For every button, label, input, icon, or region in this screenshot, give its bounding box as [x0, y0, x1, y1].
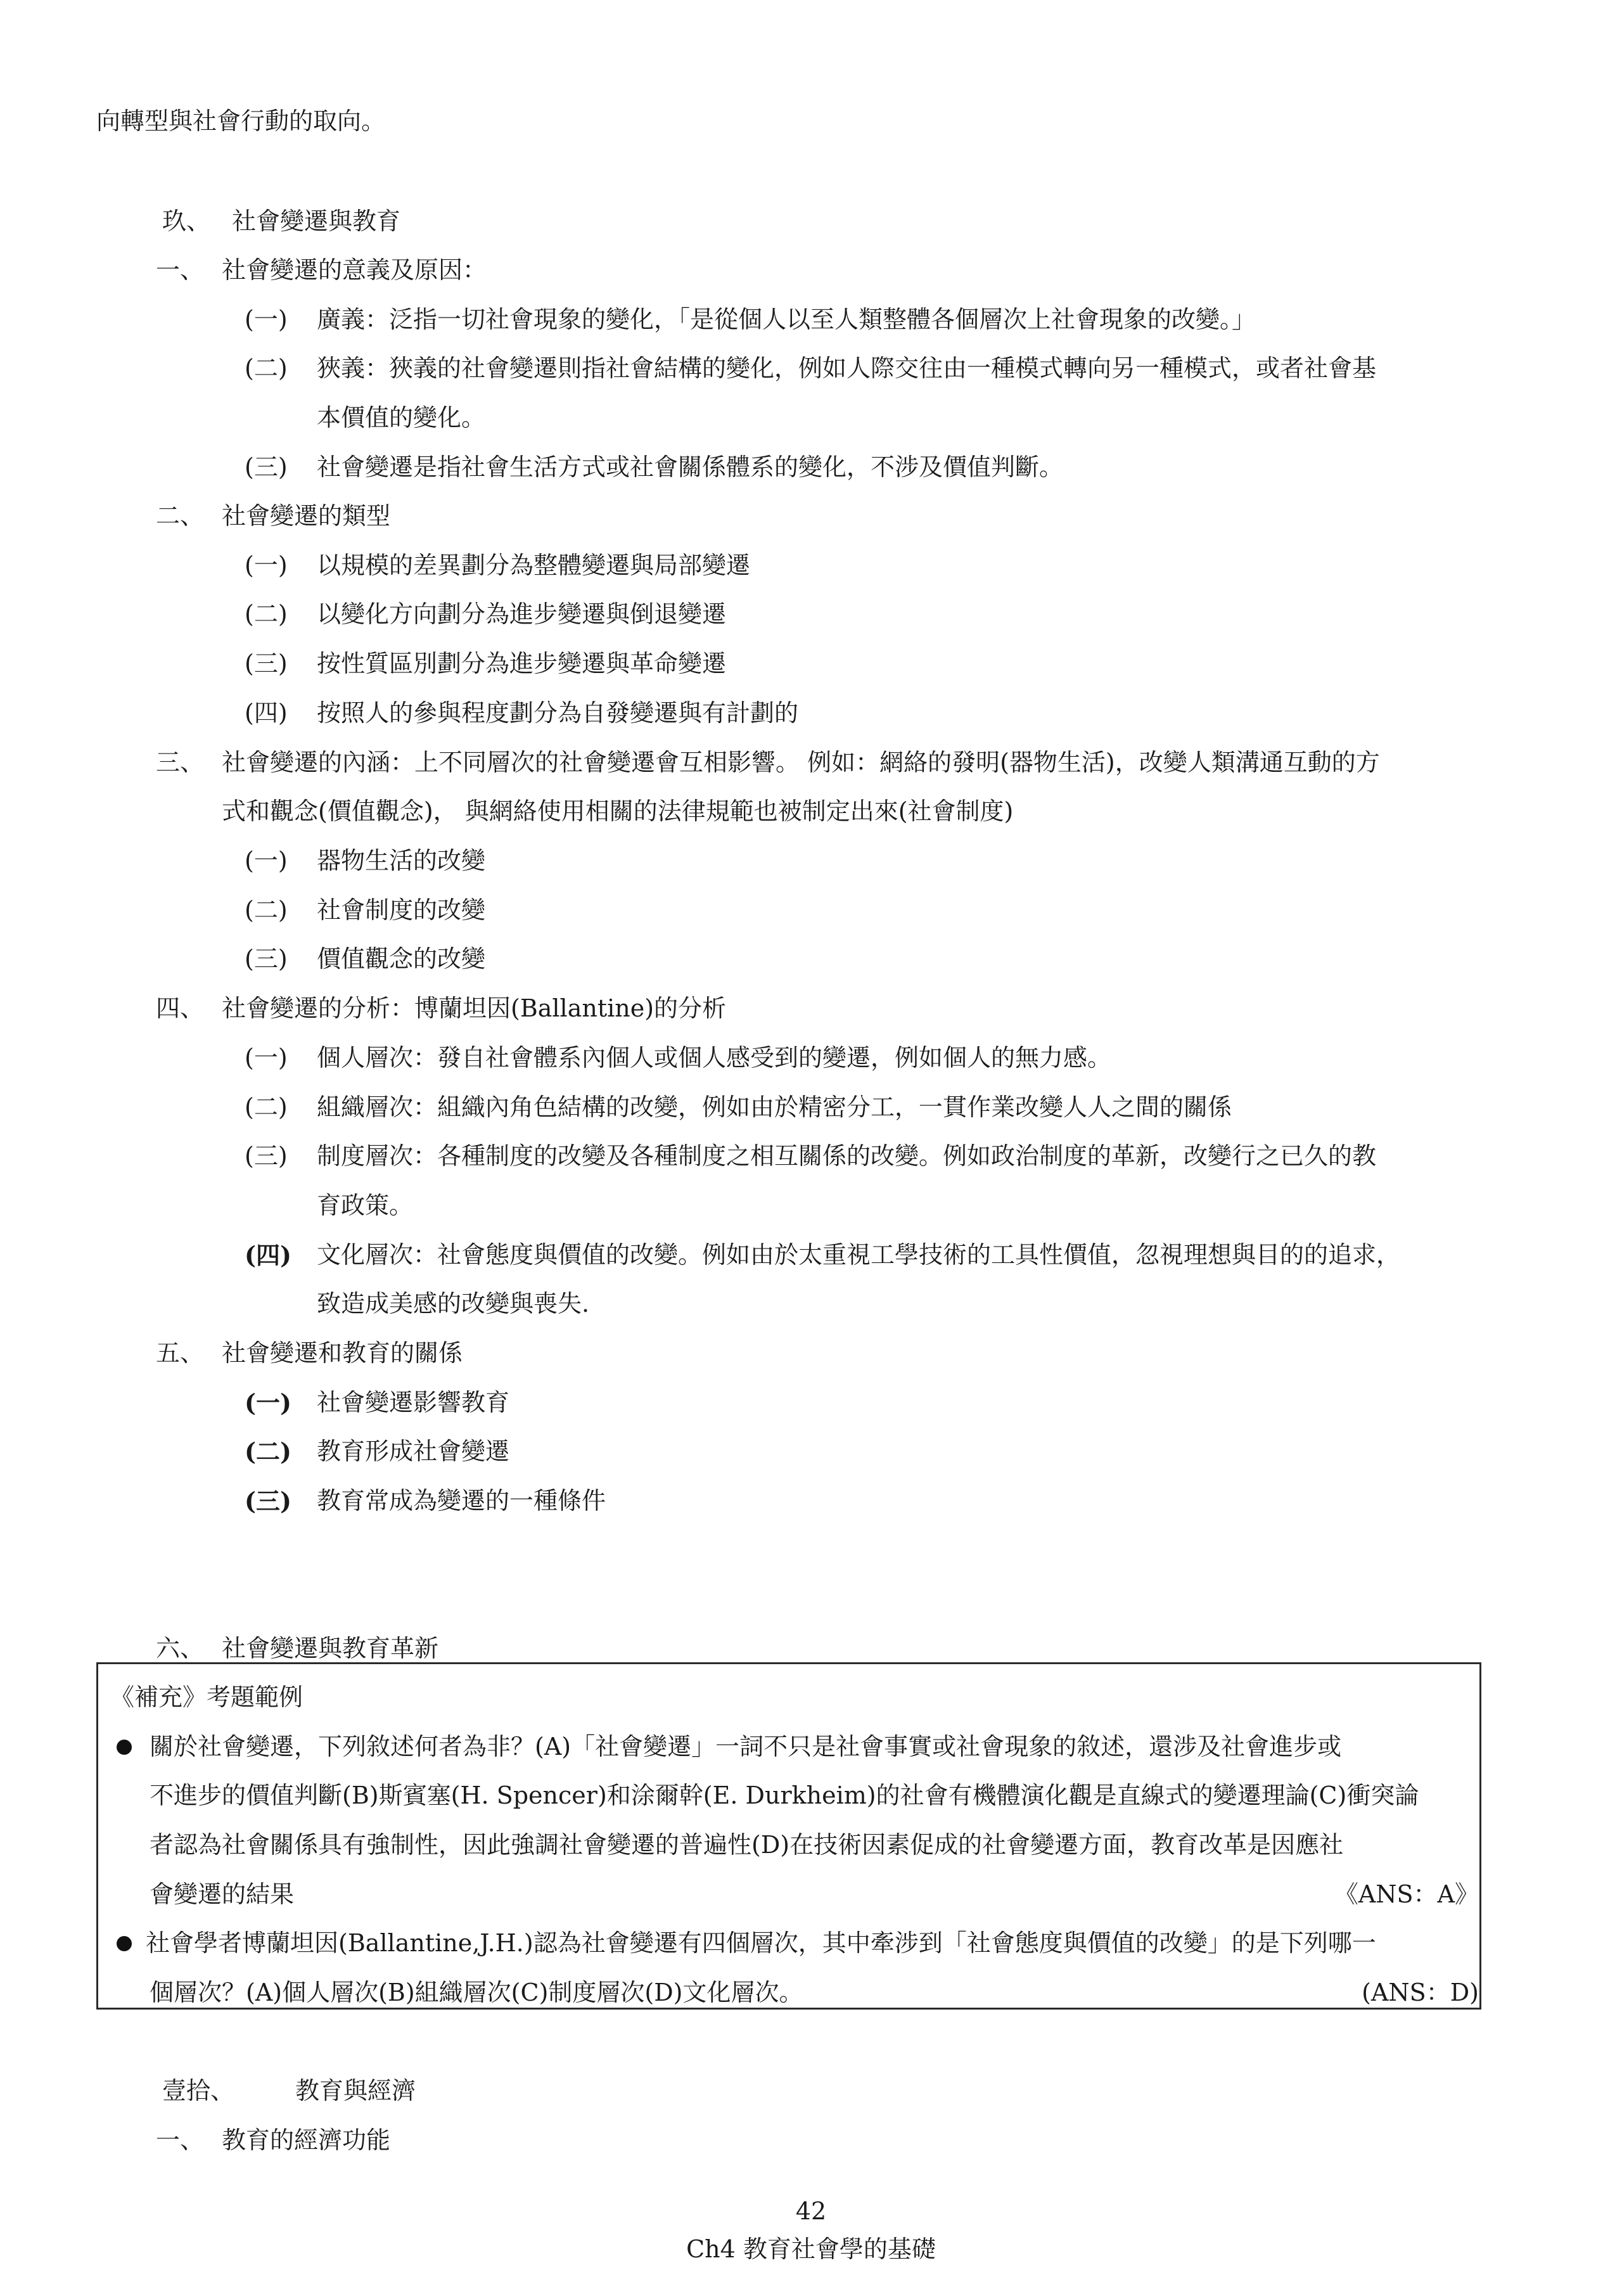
item-5-sub-3-text: 教育常成為變遷的一種條件	[317, 1487, 606, 1515]
item-3-sub-3-number: (三)	[245, 945, 288, 973]
item-1-sub-3-number: (三)	[245, 453, 288, 481]
item-2-sub-2-number: (二)	[245, 600, 288, 628]
section-9-number: 玖、	[162, 207, 211, 235]
item-4-sub-4-text: 文化層次：社會態度與價值的改變。例如由於太重視工學技術的工具性價值，忽視理想與目的的追求，	[317, 1241, 1401, 1269]
question-2-line-2: 個層次？(A)個人層次(B)組織層次(C)制度層次(D)文化層次。	[150, 1979, 803, 2006]
bullet-icon	[117, 1936, 132, 1951]
item-5-sub-2-number: (二)	[245, 1437, 291, 1466]
item-1-number: 一、	[156, 256, 205, 284]
item-4-sub-1-text: 個人層次：發自社會體系內個人或個人感受到的變遷，例如個人的無力感。	[317, 1044, 1112, 1072]
question-1-answer: 《ANS：A》	[1334, 1880, 1479, 1908]
item-4-number: 四、	[156, 994, 205, 1022]
item-2-sub-1-number: (一)	[245, 551, 288, 579]
item-1-sub-2-text-cont: 本價值的變化。	[317, 404, 486, 432]
question-1-line-1: 關於社會變遷，下列敘述何者為非？(A)「社會變遷」一詞不只是社會事實或社會現象的敘述，還涉及社會進步或	[150, 1733, 1342, 1760]
item-4-sub-2-number: (二)	[245, 1093, 288, 1121]
bullet-icon	[117, 1740, 132, 1755]
item-2-heading: 社會變遷的類型	[222, 502, 391, 530]
item-3-sub-1-text: 器物生活的改變	[317, 847, 486, 875]
item-5-heading: 社會變遷和教育的關係	[222, 1339, 463, 1367]
item-2-sub-3-text: 按性質區別劃分為進步變遷與革命變遷	[317, 650, 727, 677]
item-5-number: 五、	[156, 1339, 205, 1367]
item-2-sub-4-number: (四)	[245, 699, 288, 727]
item-4-sub-4-text-cont: 致造成美感的改變與喪失.	[317, 1290, 590, 1318]
page-number: 42	[795, 2197, 827, 2225]
item-5-sub-1-number: (一)	[245, 1389, 291, 1417]
section-10-number: 壹拾、	[162, 2077, 235, 2105]
item-1-sub-2-text: 狹義：狹義的社會變遷則指社會結構的變化，例如人際交往由一種模式轉向另一種模式，或者社會基	[317, 354, 1377, 382]
section-10-title: 教育與經濟	[295, 2077, 416, 2105]
item-3-heading: 社會變遷的內涵：上不同層次的社會變遷會互相影響。 例如：網絡的發明(器物生活)，改變人類溝通互動的方	[222, 748, 1380, 776]
item-5-sub-1-text: 社會變遷影響教育	[317, 1389, 510, 1416]
item-3-number: 三、	[156, 748, 205, 776]
item-4-sub-3-text: 制度層次：各種制度的改變及各種制度之相互關係的改變。例如政治制度的革新，改變行之已久的教	[317, 1142, 1377, 1170]
item-4-heading: 社會變遷的分析：博蘭坦因(Ballantine)的分析	[222, 994, 727, 1022]
question-2-line-1: 社會學者博蘭坦因(Ballantine,J.H.)認為社會變遷有四個層次，其中牽涉到「社會態度與價值的改變」的是下列哪一	[146, 1929, 1376, 1957]
item-1-sub-1-number: (一)	[245, 305, 288, 333]
item-3-sub-1-number: (一)	[245, 847, 288, 875]
item-4-sub-1-number: (一)	[245, 1044, 288, 1072]
item-3-sub-3-text: 價值觀念的改變	[317, 945, 486, 973]
chapter-footer: Ch4 教育社會學的基礎	[686, 2235, 936, 2263]
item-3-heading-cont: 式和觀念(價值觀念)， 與網絡使用相關的法律規範也被制定出來(社會制度)	[222, 797, 1014, 825]
item-2-sub-4-text: 按照人的參與程度劃分為自發變遷與有計劃的	[317, 699, 799, 727]
question-1-line-2: 不進步的價值判斷(B)斯賓塞(H. Spencer)和涂爾幹(E. Durkheim)的社會有機體演化觀是直線式的變遷理論(C)衝突論	[150, 1781, 1419, 1809]
item-2-number: 二、	[156, 502, 205, 530]
question-2-answer: (ANS：D)	[1362, 1979, 1479, 2006]
question-1-line-3: 者認為社會關係具有強制性，因此強調社會變遷的普遍性(D)在技術因素促成的社會變遷方面，教育改革是因應社	[150, 1831, 1344, 1859]
item-1-sub-1-text: 廣義：泛指一切社會現象的變化，「是從個人以至人類整體各個層次上社會現象的改變。」	[317, 305, 1256, 333]
supplement-title: 《補充》考題範例	[110, 1683, 303, 1711]
section-10-item-1-number: 一、	[156, 2126, 205, 2154]
section-10-item-1-heading: 教育的經濟功能	[222, 2126, 391, 2154]
question-1-line-4: 會變遷的結果	[150, 1880, 295, 1908]
item-3-sub-2-text: 社會制度的改變	[317, 896, 486, 924]
item-4-sub-2-text: 組織層次：組織內角色結構的改變，例如由於精密分工，一貫作業改變人人之間的關係	[317, 1093, 1232, 1121]
item-6-number: 六、	[156, 1634, 205, 1662]
lead-line: 向轉型與社會行動的取向。	[96, 107, 386, 135]
item-5-sub-2-text: 教育形成社會變遷	[317, 1437, 510, 1465]
item-2-sub-3-number: (三)	[245, 650, 288, 677]
item-2-sub-1-text: 以規模的差異劃分為整體變遷與局部變遷	[317, 551, 751, 579]
item-5-sub-3-number: (三)	[245, 1487, 291, 1515]
section-9-title: 社會變遷與教育	[232, 207, 401, 235]
item-1-sub-2-number: (二)	[245, 354, 288, 382]
item-2-sub-2-text: 以變化方向劃分為進步變遷與倒退變遷	[317, 600, 727, 628]
item-1-heading: 社會變遷的意義及原因：	[222, 256, 487, 284]
item-6-heading: 社會變遷與教育革新	[222, 1634, 439, 1662]
item-4-sub-3-number: (三)	[245, 1142, 288, 1170]
item-3-sub-2-number: (二)	[245, 896, 288, 924]
item-4-sub-4-number: (四)	[245, 1241, 291, 1269]
item-4-sub-3-text-cont: 育政策。	[317, 1191, 414, 1219]
item-1-sub-3-text: 社會變遷是指社會生活方式或社會關係體系的變化，不涉及價值判斷。	[317, 453, 1064, 481]
